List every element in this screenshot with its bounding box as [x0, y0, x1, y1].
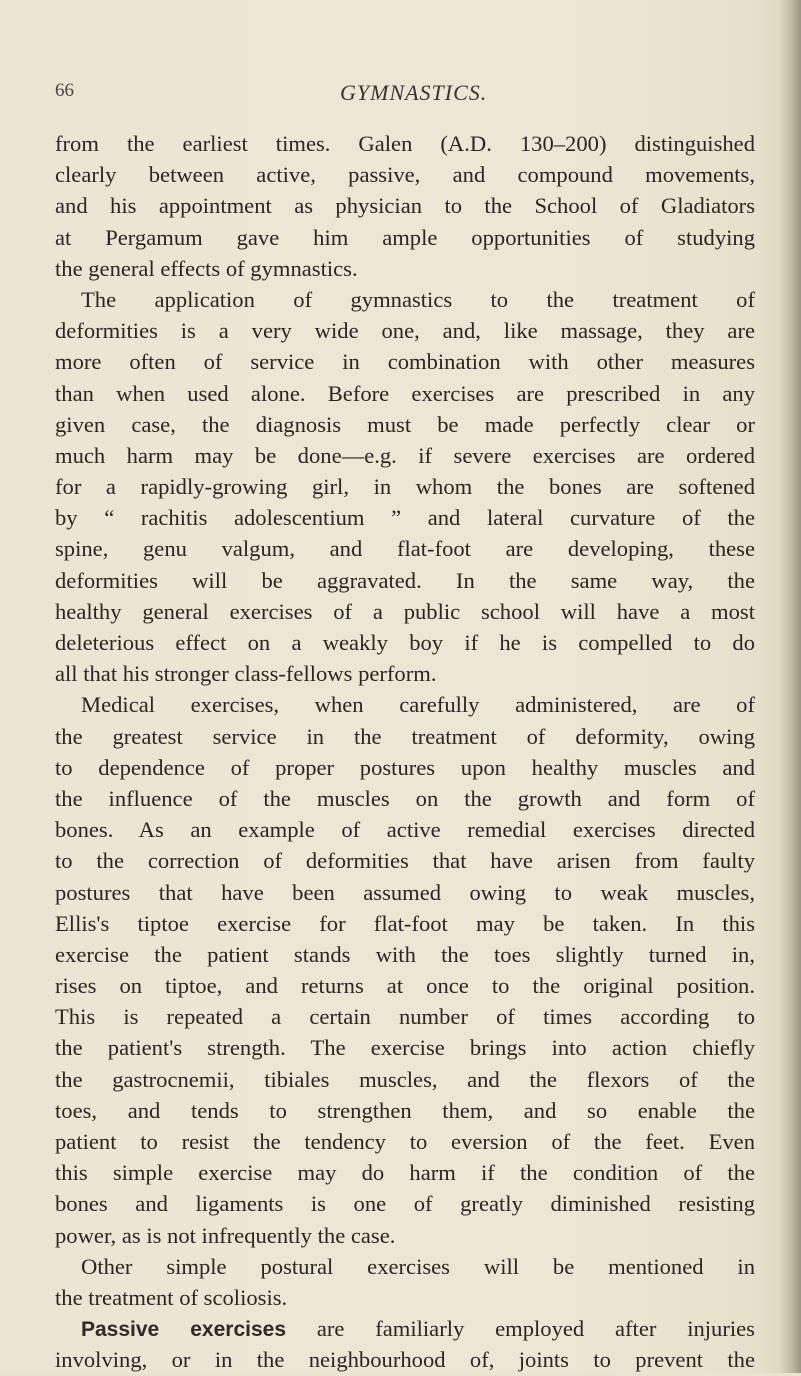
text-line: spine, genu valgum, and flat-foot are developing, these — [55, 536, 755, 562]
text-line: involving, or in the neighbourhood of, joints to prevent the — [55, 1347, 755, 1373]
paragraph-start-line: The application of gymnastics to the treatment of — [81, 286, 755, 312]
text-line: patient to resist the tendency to eversion of the feet. Even — [55, 1129, 755, 1154]
text-line: given case, the diagnosis must be made perfectly clear or — [55, 411, 755, 437]
text-line: much harm may be done—e.g. if severe exercises are ordered — [55, 442, 755, 468]
text-line: deformities will be aggravated. In the same way, the — [55, 567, 755, 593]
text-line: more often of service in combination with other measures — [55, 349, 755, 375]
text-line: the gastrocnemii, tibiales muscles, and the flexors of the — [55, 1066, 755, 1092]
text-line: power, as is not infrequently the case. — [55, 1222, 396, 1248]
text-line: the treatment of scoliosis. — [55, 1284, 288, 1310]
text-line: bones and ligaments is one of greatly diminished resisting — [55, 1191, 755, 1217]
text-line: Ellis's tiptoe exercise for flat-foot may be taken. In this — [55, 910, 755, 936]
text-line: bones. As an example of active remedial exercises directed — [55, 817, 755, 843]
text-line: by “ rachitis adolescentium ” and lateral curvature of the — [55, 505, 755, 531]
paragraph-start-line: Medical exercises, when carefully administered, are of — [81, 692, 755, 718]
bold-lead-term: Passive exercises — [81, 1318, 286, 1342]
text-line: postures that have been assumed owing to weak muscles, — [55, 879, 755, 905]
text-line: This is repeated a certain number of times according to — [55, 1004, 755, 1030]
text-line: to dependence of proper postures upon healthy muscles and — [55, 754, 755, 780]
text-line: this simple exercise may do harm if the condition of the — [55, 1160, 755, 1186]
text-line: and his appointment as physician to the School of Gladiators — [55, 193, 755, 219]
paragraph-start-line — [55, 1313, 755, 1344]
text-line: at Pergamum gave him ample opportunities of studying — [55, 224, 755, 250]
text-line: all that his stronger class-fellows perform. — [55, 661, 437, 687]
page-header — [55, 80, 755, 110]
body-text — [55, 128, 755, 1376]
running-head: GYMNASTICS. — [340, 80, 488, 105]
text-line: deleterious effect on a weakly boy if he is compelled to do — [55, 630, 755, 655]
text-segment: are familiarly employed after injuries — [316, 1316, 755, 1342]
text-line: than when used alone. Before exercises are prescribed in any — [55, 380, 755, 406]
text-line: for a rapidly-growing girl, in whom the bones are softened — [55, 474, 755, 500]
text-line: deformities is a very wide one, and, like massage, they are — [55, 318, 755, 344]
paragraph-start-line: Other simple postural exercises will be mentioned in — [81, 1253, 755, 1279]
text-line: the general effects of gymnastics. — [55, 255, 358, 281]
text-line: the patient's strength. The exercise brings into action chiefly — [55, 1035, 755, 1061]
text-line: to the correction of deformities that have arisen from faulty — [55, 848, 755, 874]
text-line: the greatest service in the treatment of deformity, owing — [55, 723, 755, 749]
text-line: rises on tiptoe, and returns at once to the original position. — [55, 973, 755, 999]
text-line: from the earliest times. Galen (A.D. 130–200) distinguished — [55, 131, 755, 156]
text-line: toes, and tends to strengthen them, and so enable the — [55, 1097, 755, 1123]
text-line: exercise the patient stands with the toes slightly turned in, — [55, 941, 755, 967]
text-line: the influence of the muscles on the growth and form of — [55, 785, 755, 811]
text-line: healthy general exercises of a public school will have a most — [55, 598, 755, 624]
text-line: clearly between active, passive, and compound movements, — [55, 162, 755, 188]
page-number: 66 — [55, 80, 74, 101]
page-edge-shadow — [779, 0, 801, 1373]
